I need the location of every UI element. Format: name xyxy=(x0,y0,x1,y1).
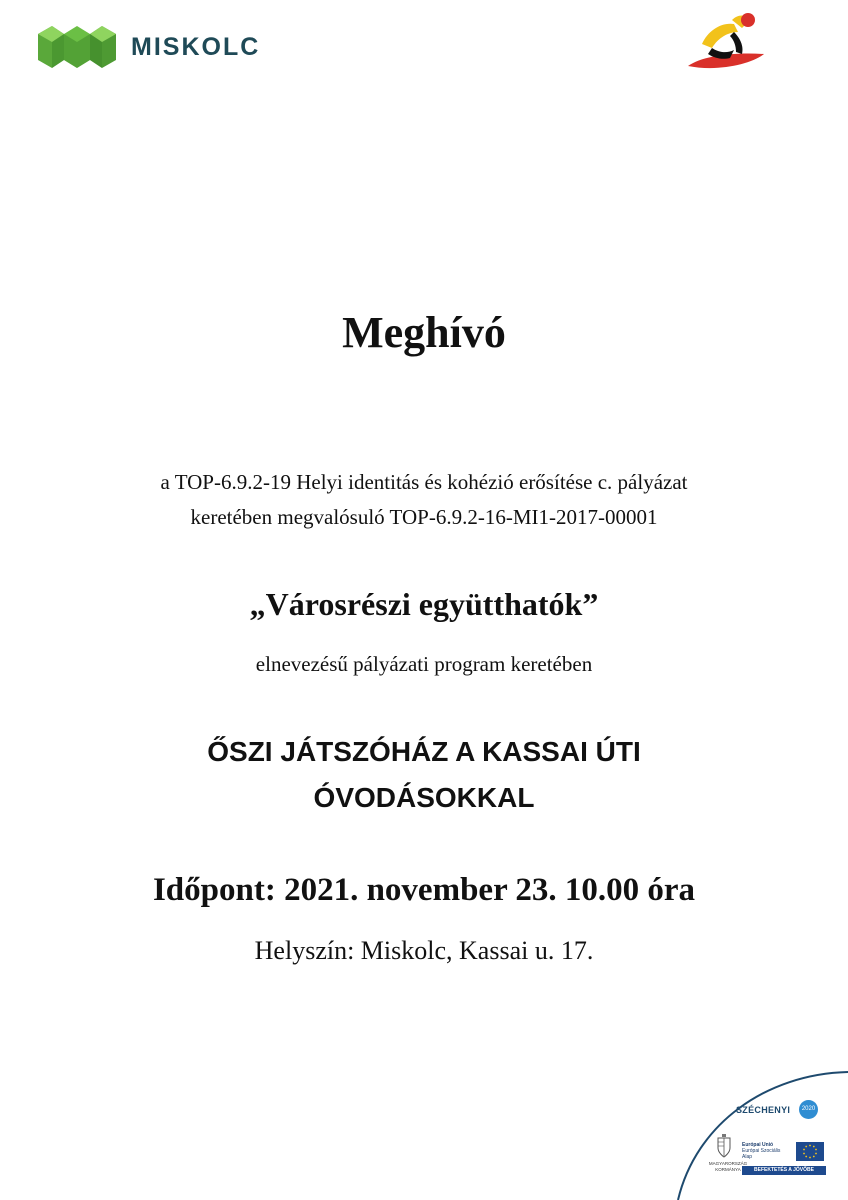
program-subtitle: elnevezésű pályázati program keretében xyxy=(255,652,593,676)
eu-label-line-3: Alap xyxy=(742,1154,753,1160)
government-label-line-1: MAGYARORSZÁG xyxy=(708,1161,748,1166)
intro-line-1: a TOP-6.9.2-19 Helyi identitás és kohézió erősítése c. pályázat xyxy=(160,470,688,494)
miskolc-m-mark-icon xyxy=(38,22,116,70)
miskolc-logo-text: MISKOLC xyxy=(131,33,261,61)
event-title-line-1: ŐSZI JÁTSZÓHÁZ A KASSAI ÚTI xyxy=(207,736,641,767)
hungarian-crest-icon xyxy=(716,1134,732,1158)
government-label-line-2: KORMÁNYA xyxy=(715,1167,741,1172)
szechenyi-label: SZÉCHENYI xyxy=(736,1105,791,1115)
miskolc-logo xyxy=(38,22,261,72)
program-name: „Városrészi együtthatók” xyxy=(249,586,599,622)
eu-label xyxy=(742,1142,780,1160)
eu-label-line-2: Európai Szociális xyxy=(742,1148,781,1154)
invitation-title: Meghívó xyxy=(342,308,506,357)
eu-flag-icon xyxy=(796,1142,824,1161)
jumping-figure-icon xyxy=(682,8,768,74)
playhouse-figure-logo xyxy=(682,8,768,74)
intro-line-2: keretében megvalósuló TOP-6.9.2-16-MI1-2017-00001 xyxy=(190,505,658,529)
event-datetime: Időpont: 2021. november 23. 10.00 óra xyxy=(152,872,696,908)
invest-in-future-banner: BEFEKTETÉS A JÖVŐBE xyxy=(742,1166,826,1175)
szechenyi-arc-icon xyxy=(676,1064,848,1200)
funding-logos xyxy=(676,1064,848,1200)
event-title-line-2: ÓVODÁSOKKAL xyxy=(313,782,535,813)
event-location: Helyszín: Miskolc, Kassai u. 17. xyxy=(254,936,594,965)
eu-label-line-1: Európai Unió xyxy=(742,1142,774,1148)
szechenyi-year-badge: 2020 xyxy=(799,1100,818,1119)
